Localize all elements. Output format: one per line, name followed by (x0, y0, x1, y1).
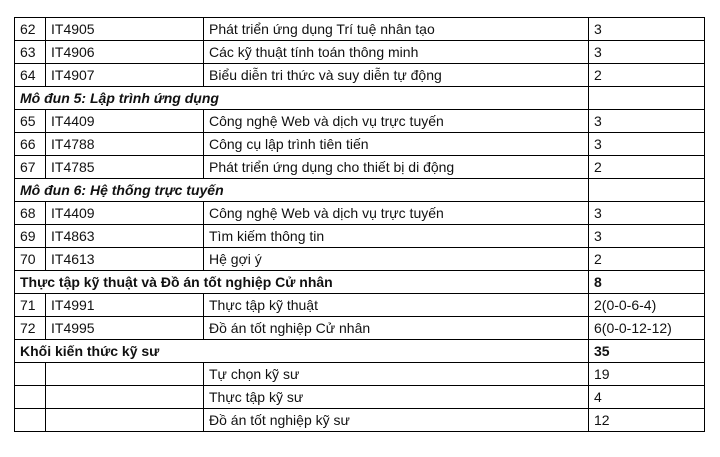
course-code: IT4788 (46, 133, 204, 156)
course-code (46, 363, 204, 386)
table-row (15, 64, 705, 87)
course-name: Thực tập kỹ sư (204, 386, 589, 409)
module-header-row (15, 179, 705, 202)
course-name: Tìm kiếm thông tin (204, 225, 589, 248)
section-credits: 8 (589, 271, 705, 294)
course-code (46, 386, 204, 409)
section-credits: 35 (589, 340, 705, 363)
course-credits: 12 (589, 409, 705, 432)
table-row (15, 110, 705, 133)
row-number: 67 (15, 156, 46, 179)
course-name: Hệ gợi ý (204, 248, 589, 271)
course-name: Công cụ lập trình tiên tiến (204, 133, 589, 156)
course-code: IT4905 (46, 18, 204, 41)
row-number: 64 (15, 64, 46, 87)
table-row (15, 156, 705, 179)
course-name: Phát triển ứng dụng cho thiết bị di động (204, 156, 589, 179)
course-credits: 3 (589, 225, 705, 248)
course-code: IT4409 (46, 202, 204, 225)
course-code: IT4863 (46, 225, 204, 248)
course-credits: 3 (589, 133, 705, 156)
table-row (15, 294, 705, 317)
table-row (15, 133, 705, 156)
course-name: Biểu diễn tri thức và suy diễn tự động (204, 64, 589, 87)
row-number (15, 363, 46, 386)
row-number: 62 (15, 18, 46, 41)
table-row (15, 386, 705, 409)
course-name: Công nghệ Web và dịch vụ trực tuyến (204, 110, 589, 133)
course-name: Đồ án tốt nghiệp kỹ sư (204, 409, 589, 432)
course-code: IT4907 (46, 64, 204, 87)
table-row (15, 18, 705, 41)
course-credits: 3 (589, 18, 705, 41)
row-number: 71 (15, 294, 46, 317)
table-row (15, 248, 705, 271)
section-header-row (15, 340, 705, 363)
module-title: Mô đun 5: Lập trình ứng dụng (15, 87, 589, 110)
course-code: IT4785 (46, 156, 204, 179)
section-title: Thực tập kỹ thuật và Đồ án tốt nghiệp Cử nhân (15, 271, 589, 294)
course-name: Thực tập kỹ thuật (204, 294, 589, 317)
course-code: IT4409 (46, 110, 204, 133)
section-title: Khối kiến thức kỹ sư (15, 340, 589, 363)
course-code (46, 409, 204, 432)
course-credits: 3 (589, 202, 705, 225)
module-title: Mô đun 6: Hệ thống trực tuyến (15, 179, 589, 202)
course-code: IT4991 (46, 294, 204, 317)
course-credits: 2 (589, 64, 705, 87)
course-credits: 6(0-0-12-12) (589, 317, 705, 340)
row-number: 69 (15, 225, 46, 248)
course-name: Đồ án tốt nghiệp Cử nhân (204, 317, 589, 340)
row-number (15, 386, 46, 409)
row-number: 68 (15, 202, 46, 225)
table-row (15, 409, 705, 432)
course-credits: 19 (589, 363, 705, 386)
module-credits (589, 179, 705, 202)
table-row (15, 317, 705, 340)
course-credits: 2 (589, 156, 705, 179)
course-credits: 4 (589, 386, 705, 409)
section-header-row (15, 271, 705, 294)
table-row (15, 363, 705, 386)
course-code: IT4995 (46, 317, 204, 340)
row-number: 72 (15, 317, 46, 340)
course-name: Công nghệ Web và dịch vụ trực tuyến (204, 202, 589, 225)
course-code: IT4906 (46, 41, 204, 64)
table-row (15, 225, 705, 248)
module-header-row (15, 87, 705, 110)
course-name: Tự chọn kỹ sư (204, 363, 589, 386)
course-credits: 3 (589, 110, 705, 133)
row-number: 63 (15, 41, 46, 64)
row-number: 65 (15, 110, 46, 133)
module-credits (589, 87, 705, 110)
course-credits: 2 (589, 248, 705, 271)
course-credits: 2(0-0-6-4) (589, 294, 705, 317)
row-number: 66 (15, 133, 46, 156)
course-name: Các kỹ thuật tính toán thông minh (204, 41, 589, 64)
course-code: IT4613 (46, 248, 204, 271)
curriculum-table (14, 17, 705, 432)
course-credits: 3 (589, 41, 705, 64)
course-name: Phát triển ứng dụng Trí tuệ nhân tạo (204, 18, 589, 41)
row-number (15, 409, 46, 432)
row-number: 70 (15, 248, 46, 271)
table-row (15, 41, 705, 64)
table-row (15, 202, 705, 225)
